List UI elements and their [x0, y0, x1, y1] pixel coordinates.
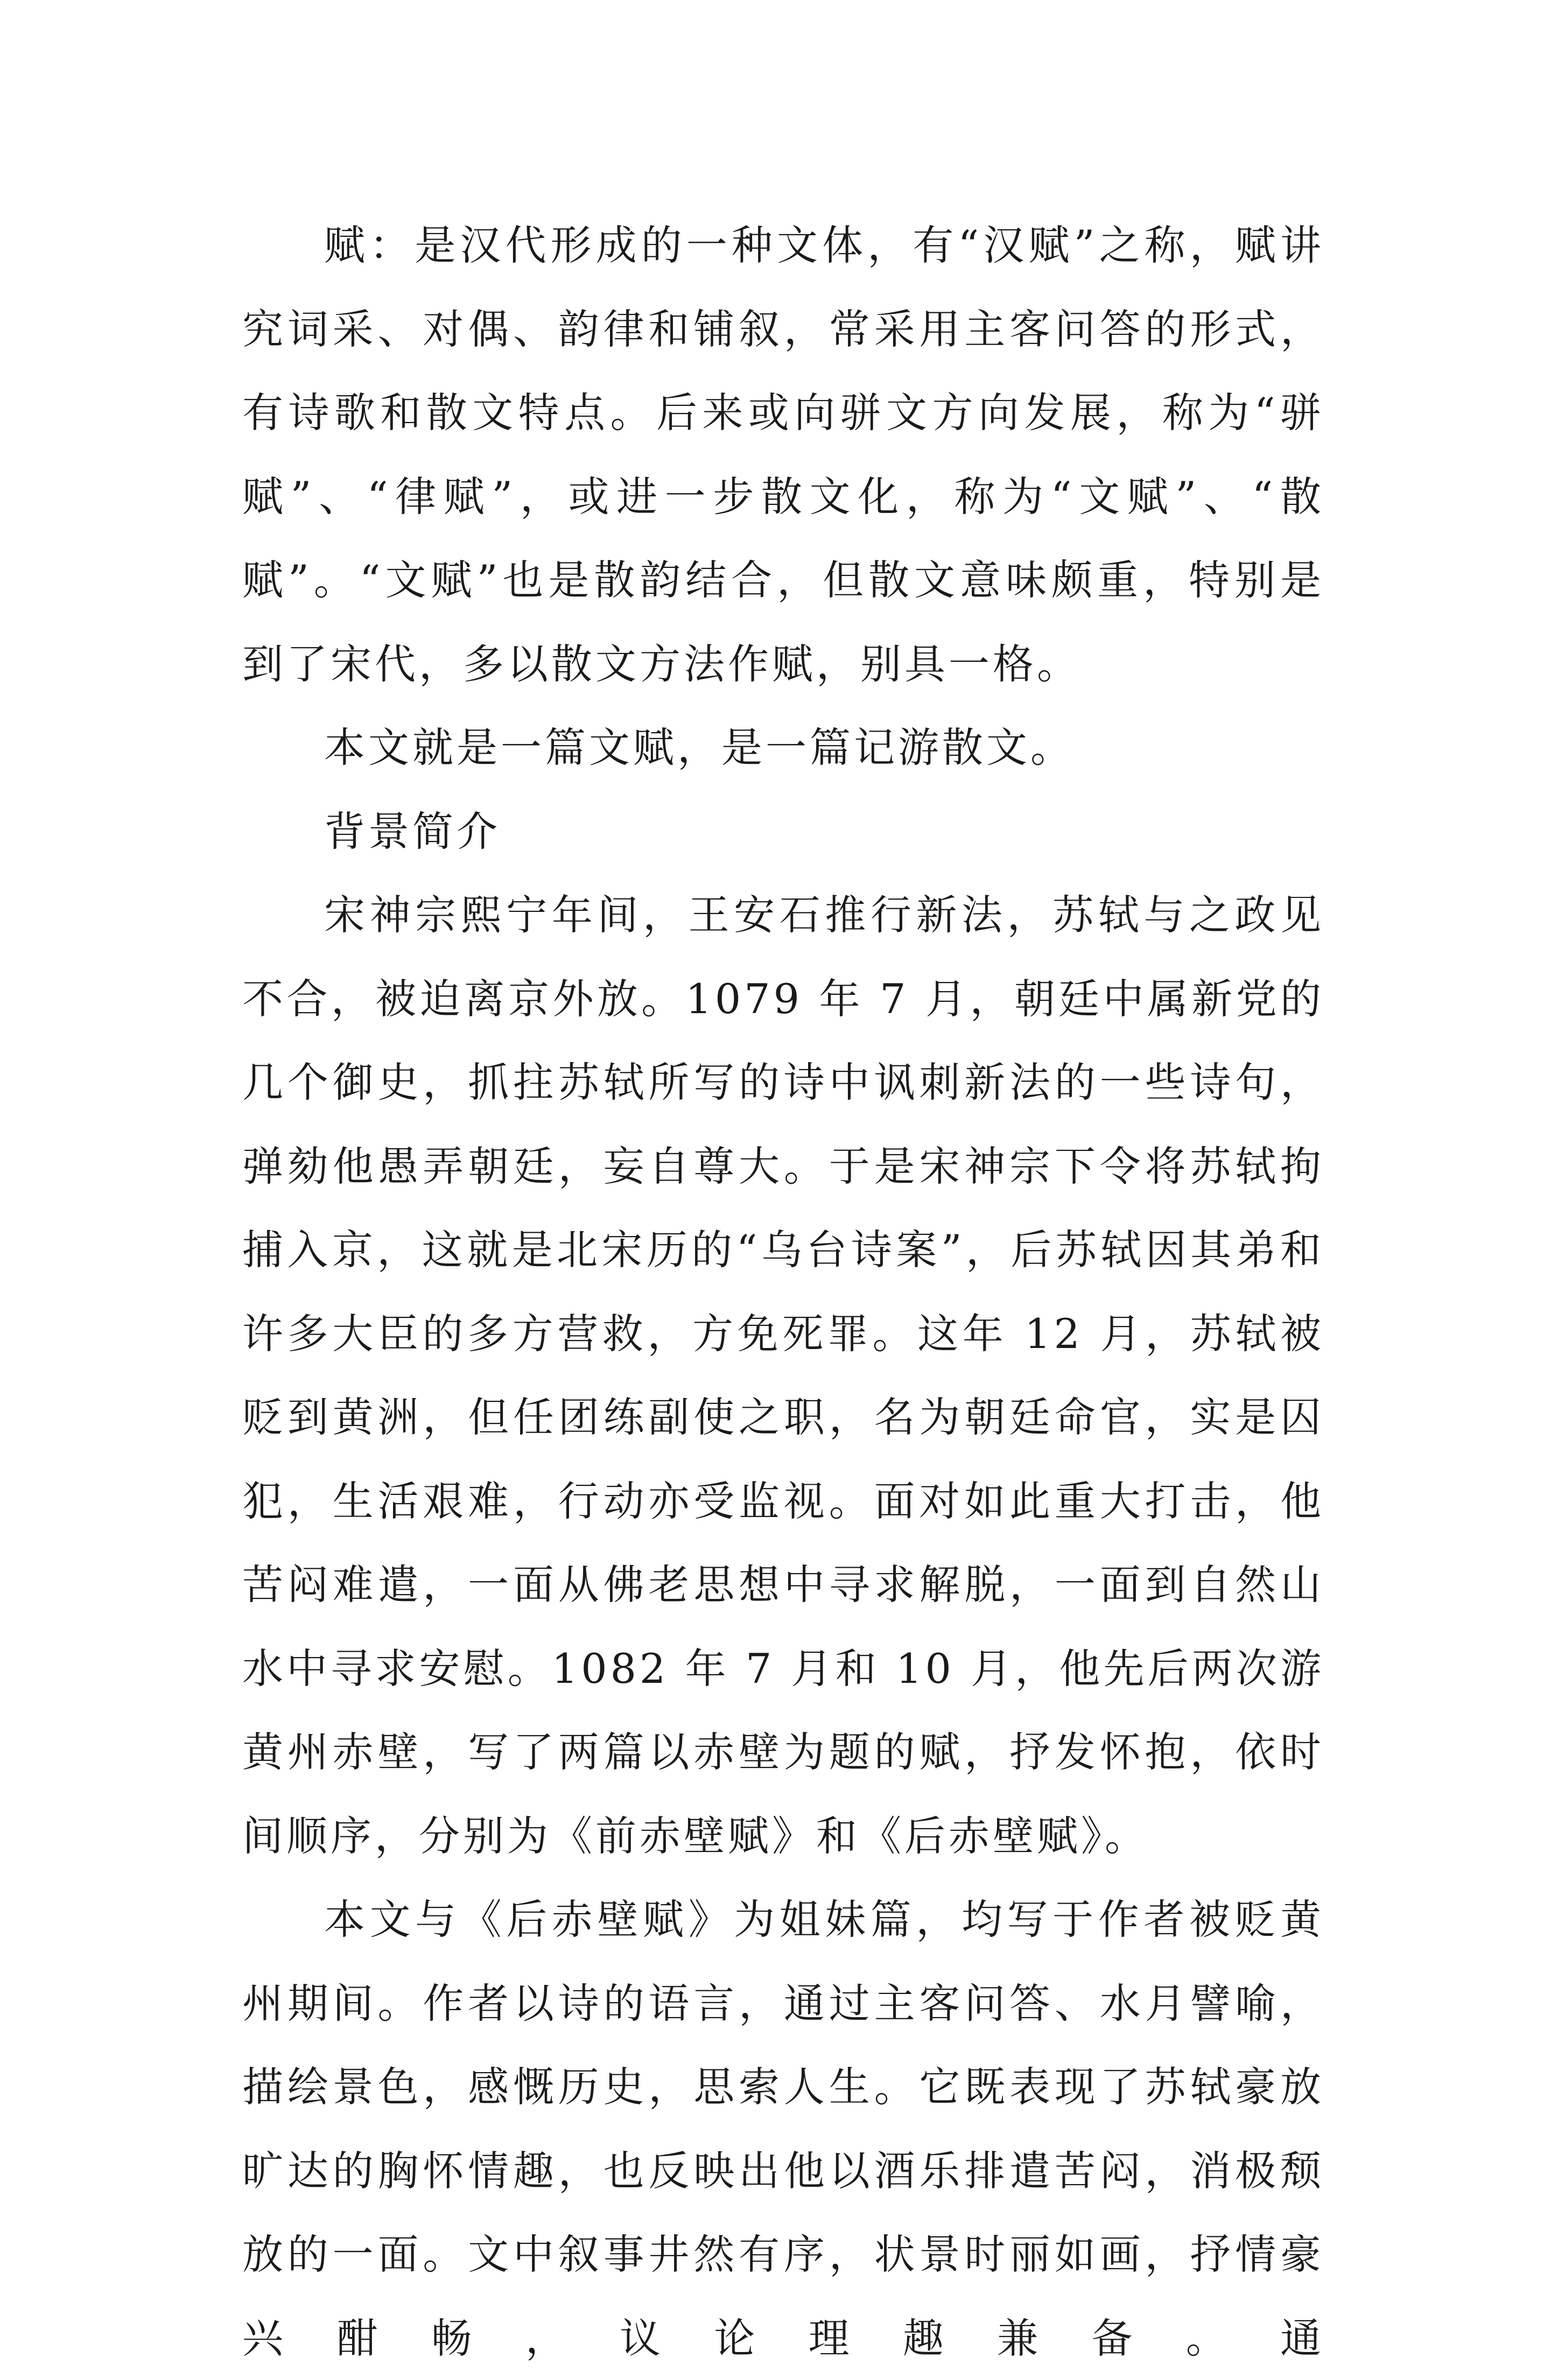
paragraph-background: 宋神宗熙宁年间，王安石推行新法，苏轼与之政见不合，被迫离京外放。1079 年 7 月，朝廷中属新党的几个御史，抓拄苏轼所写的诗中讽刺新法的一些诗句，弹劾他愚弄朝廷，妄自尊大。于是宋神宗下令将苏轼拘捕入京，这就是北宋历的“乌台诗案”，后苏轼因其弟和许多大臣的多方营救，方免死罪。这年 12 月，苏轼被贬到黄洲，但任团练副使之职，名为朝廷命官，实是囚犯，生活艰难，行动亦受监视。面对如此重大打击，他苦闷难遣，一面从佛老思想中寻求解脱，一面到自然山水中寻求安慰。1082 年 7 月和 10 月，他先后两次游黄州赤壁，写了两篇以赤壁为题的赋，抒发怀抱，依时间顺序，分别为《前赤壁赋》和《后赤壁赋》。 — [242, 891, 1324, 1860]
body-text — [242, 203, 1324, 2380]
paragraph-sister-piece: 本文与《后赤壁赋》为姐妹篇，均写于作者被贬黄州期间。作者以诗的语言，通过主客问答、水月譬喻，描绘景色，感慨历史，思索人生。它既表现了苏轼豪放旷达的胸怀情趣，也反映出他以酒乐排遣苦闷，消极颓放的一面。文中叙事井然有序，状景时丽如画，抒情豪兴酣畅，议论理趣兼备。通 — [242, 1895, 1324, 2362]
paragraph-fu-definition: 赋：是汉代形成的一种文体，有“汉赋”之称，赋讲究词采、对偶、韵律和铺叙，常采用主客问答的形式，有诗歌和散文特点。后来或向骈文方向发展，称为“骈赋”、“律赋”，或进一步散文化，称为“文赋”、“散赋”。“文赋”也是散韵结合，但散文意味颇重，特别是到了宋代，多以散文方法作赋，别具一格。 — [242, 221, 1324, 688]
section-heading-background: 背景简介 — [324, 807, 501, 855]
paragraph-wenfu-note: 本文就是一篇文赋，是一篇记游散文。 — [324, 724, 1075, 771]
